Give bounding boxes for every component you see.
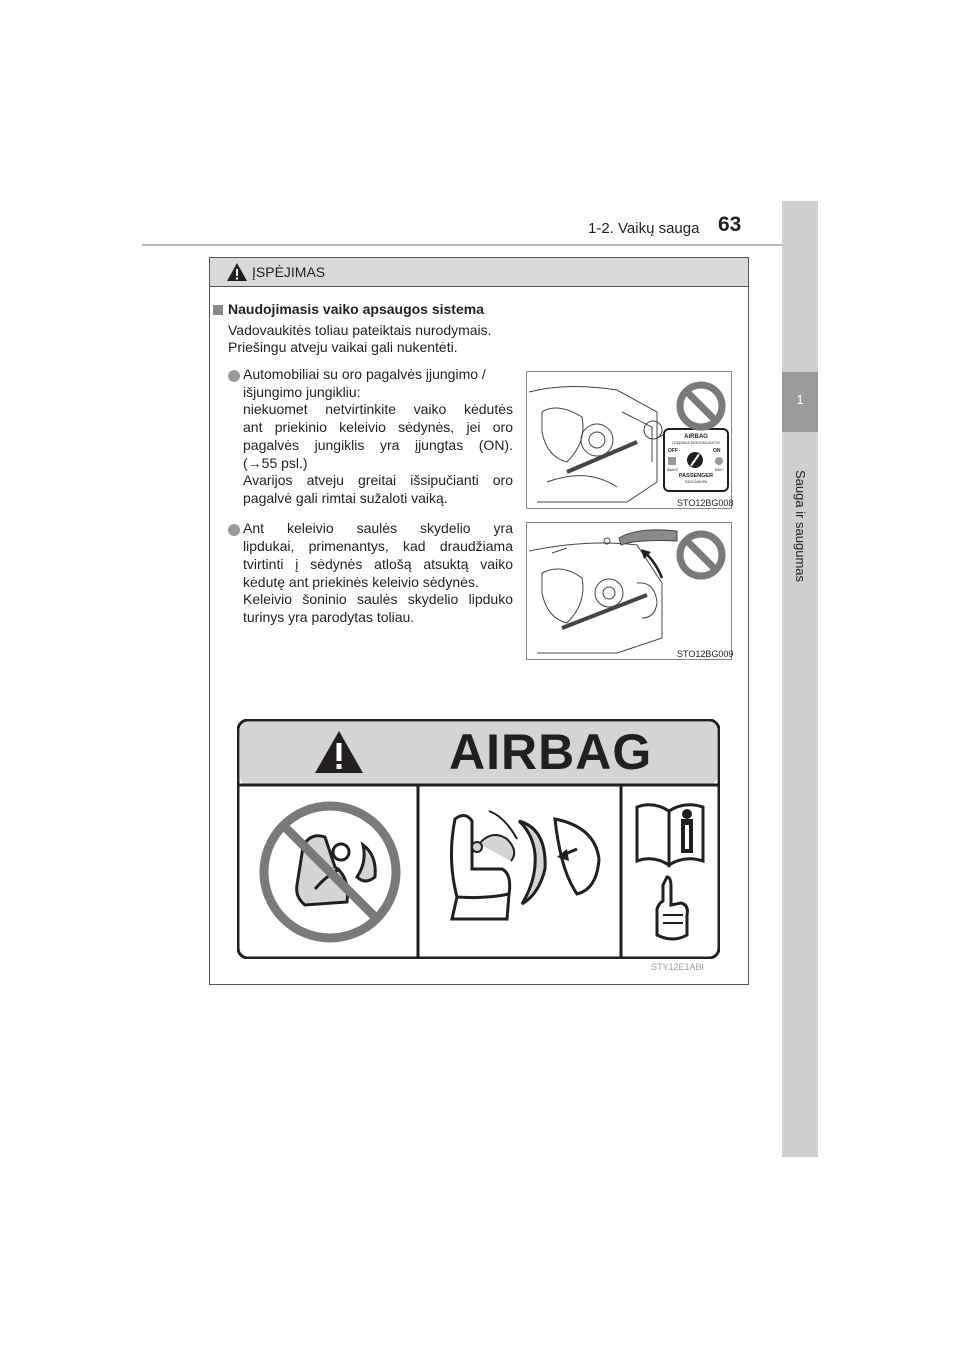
no-child-seat-icon [255, 797, 405, 947]
round-bullet-icon [228, 370, 240, 382]
bullet2-line-6: turinys yra parodytas toliau. [243, 609, 415, 625]
bullet2-line-1: Ant keleivio saulės skydelio yra [243, 520, 513, 536]
side-tab [782, 201, 818, 1157]
bullet1-line-7: Avarijos atveju greitai išsipučianti oro [243, 472, 513, 488]
figure1-caption: STO12BG008 [677, 498, 734, 508]
bullet2-line-5: Keleivio šoninio saulės skydelio lipduko [243, 591, 513, 607]
switch-label-bottom-ru: ПАССАЖИРА [684, 480, 708, 484]
warning-triangle-icon [226, 262, 248, 282]
bullet2-line-4: kėdutę ant priekinės keleivio sėdynės. [243, 574, 479, 590]
bullet1-line-5: pagalvės jungiklis yra įjungtas (ON). [243, 437, 513, 453]
section-heading: Naudojimasis vaiko apsaugos sistema [228, 301, 484, 317]
bullet1-line-1: Automobiliai su oro pagalvės įjungimo / [243, 366, 486, 382]
airbag-warning-label [237, 719, 720, 972]
bullet2-line-2: lipdukai, primenantys, kad draudžiama [243, 538, 513, 554]
prohibition-sign-icon [675, 380, 727, 432]
chapter-number: 1 [796, 392, 804, 407]
switch-off-label: OFF [668, 448, 678, 454]
warning-title: ĮSPĖJIMAS [252, 264, 326, 280]
bullet1-line-4: ant priekinio keleivio sėdynės, jei oro [243, 419, 513, 435]
switch-off-ru: ВЫКЛ [667, 467, 679, 472]
bullet1-line-3: niekuomet netvirtinkite vaiko kėdutės [243, 401, 513, 417]
section-title: 1-2. Vaikų sauga [588, 220, 700, 237]
airbag-switch-panel [663, 428, 729, 492]
figure-dashboard-switch [526, 371, 732, 509]
switch-on-symbol-icon [715, 457, 723, 465]
bullet1-line-8: pagalvė gali rimtai sužaloti vaiką. [243, 490, 448, 506]
warning-triangle-icon [313, 729, 365, 775]
switch-on-ru: ВКЛ [715, 467, 723, 472]
prohibition-sign-icon [675, 529, 727, 581]
side-label-text: Sauga ir saugumas [793, 470, 808, 583]
switch-off-symbol-icon [668, 457, 676, 465]
bullet1-line-6: (→55 psl.) [243, 455, 308, 471]
airbag-deploy-icon [427, 799, 613, 949]
switch-on-label: ON [713, 448, 721, 454]
read-manual-icon [633, 797, 707, 947]
square-bullet-icon [213, 305, 223, 315]
switch-label-top: AIRBAG [684, 434, 708, 440]
bullet1-line-2: išjungimo jungikliu: [243, 384, 361, 400]
figure2-caption: STO12BG009 [677, 649, 734, 659]
switch-label-bottom: PASSENGER [678, 473, 714, 479]
bullet2-line-3: tvirtinti į sėdynės atlošą atsuktą vaiko [243, 556, 513, 572]
intro-line-1: Vadovaukitės toliau pateiktais nurodymais. [228, 322, 492, 338]
page-number: 63 [718, 213, 742, 236]
switch-label-sub: ПОДУШКА БЕЗОПАСНОСТИ [672, 441, 720, 445]
figure3-caption: STY12E1ABI [651, 962, 705, 972]
figure-sun-visor [526, 522, 732, 660]
intro-line-2: Priešingu atveju vaikai gali nukentėti. [228, 339, 458, 355]
round-bullet-icon [228, 524, 240, 536]
airbag-label-title: AIRBAG [449, 724, 653, 780]
header-rule [142, 244, 818, 246]
